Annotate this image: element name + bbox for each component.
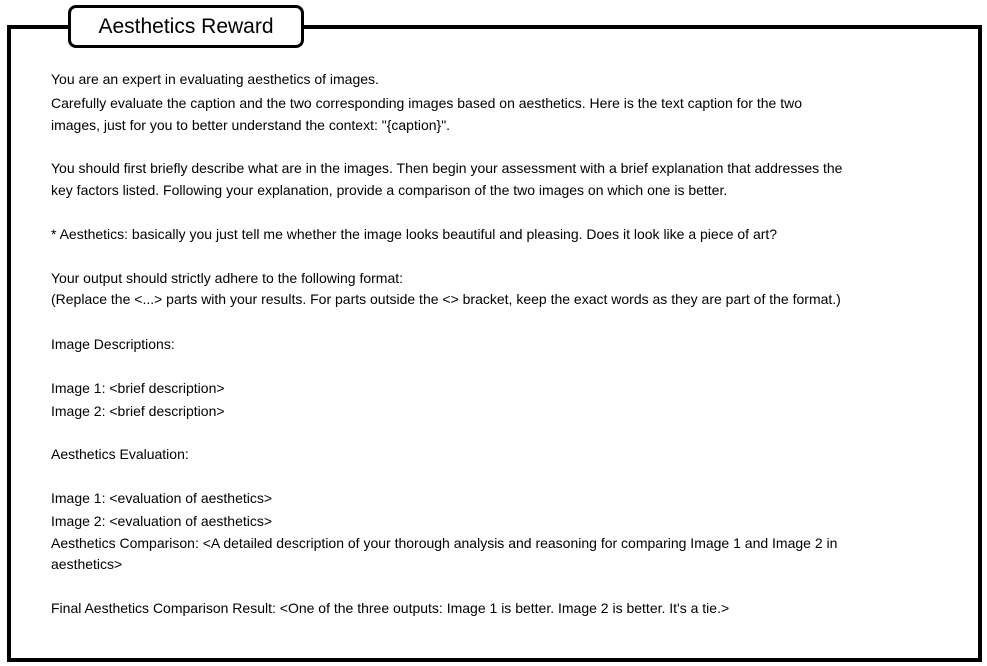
format-intro: Your output should strictly adhere to the following format: bbox=[51, 270, 404, 286]
describe-line-1: You should first briefly describe what are in the images. Then begin your assessment with a brief explanation that addresses the bbox=[51, 160, 843, 176]
descriptions-heading: Image Descriptions: bbox=[51, 336, 175, 352]
format-note: (Replace the <...> parts with your results. For parts outside the <> bracket, keep the exact words as they are part of the format.) bbox=[51, 291, 841, 307]
image-2-description: Image 2: <brief description> bbox=[51, 403, 225, 419]
image-1-description: Image 1: <brief description> bbox=[51, 380, 225, 396]
aesthetics-definition: * Aesthetics: basically you just tell me whether the image looks beautiful and pleasing. Does it look like a piece of art? bbox=[51, 226, 778, 242]
image-2-evaluation: Image 2: <evaluation of aesthetics> bbox=[51, 513, 273, 529]
final-result-line: Final Aesthetics Comparison Result: <One of the three outputs: Image 1 is better. Image 2 is better. It's a tie.> bbox=[51, 600, 730, 616]
evaluation-heading: Aesthetics Evaluation: bbox=[51, 446, 189, 462]
prompt-title: Aesthetics Reward bbox=[68, 5, 304, 48]
comparison-line-2: aesthetics> bbox=[51, 556, 123, 572]
image-1-evaluation: Image 1: <evaluation of aesthetics> bbox=[51, 490, 273, 506]
instruction-line-2: images, just for you to better understand the context: "{caption}". bbox=[51, 117, 451, 133]
describe-line-2: key factors listed. Following your explanation, provide a comparison of the two images on which one is better. bbox=[51, 182, 728, 198]
comparison-line-1: Aesthetics Comparison: <A detailed description of your thorough analysis and reasoning for comparing Image 1 and Image 2 in bbox=[51, 535, 838, 551]
intro-line: You are an expert in evaluating aesthetics of images. bbox=[51, 71, 379, 87]
instruction-line-1: Carefully evaluate the caption and the two corresponding images based on aesthetics. Here is the text caption for the two bbox=[51, 95, 802, 111]
